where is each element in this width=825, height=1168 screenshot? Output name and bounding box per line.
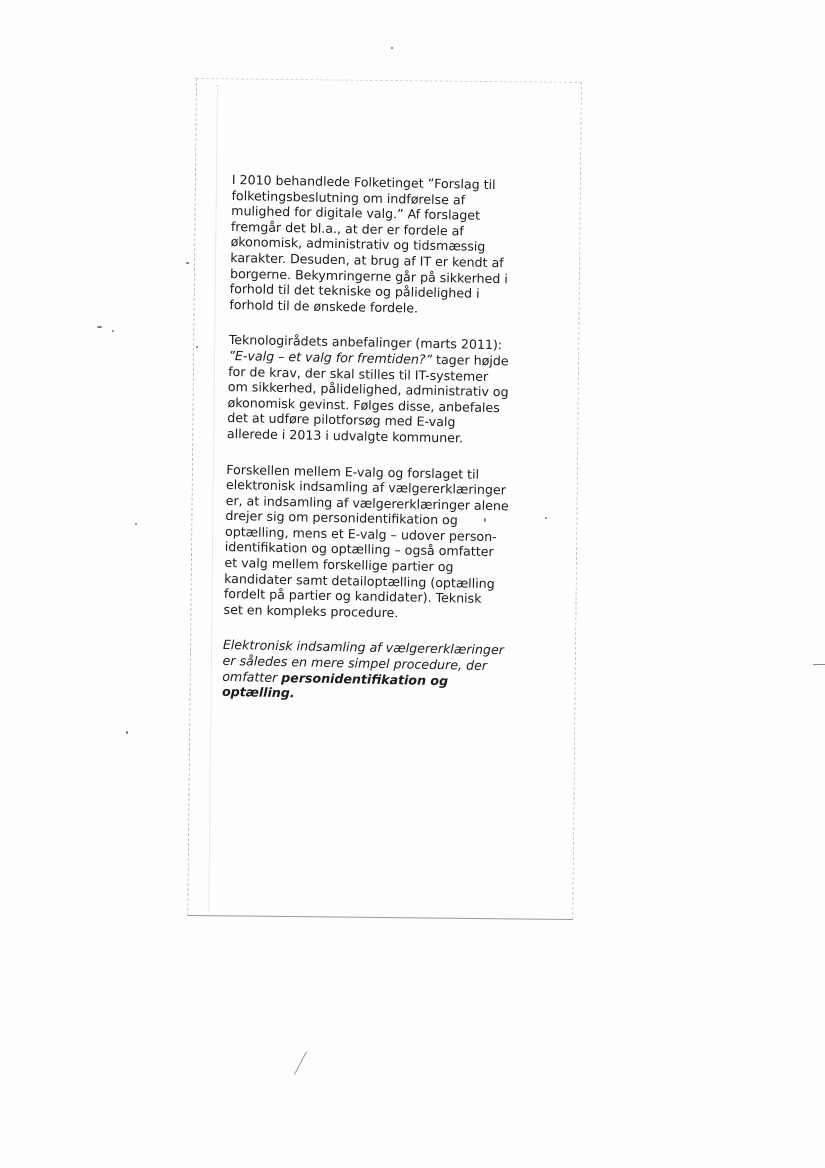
text-line: Elektronisk indsamling af vælgererklæringer — [222, 637, 505, 658]
scan-speck — [135, 523, 137, 525]
text-line: økonomisk, administrativ og tidsmæssig — [230, 234, 486, 255]
text-line: borgerne. Bekymringerne går på sikkerhed i — [229, 265, 509, 286]
text-line: set en kompleks procedure. — [223, 601, 399, 621]
scan-speck — [391, 47, 393, 49]
text-line: fremgår det bl.a., at der er fordele af — [230, 218, 464, 239]
emphasis-text: optælling. — [221, 684, 295, 701]
text-line: Forskellen mellem E-valg og forslaget til — [226, 461, 480, 482]
text-line: økonomisk gevinst. Følges disse, anbefales — [227, 394, 500, 415]
scan-speck — [126, 731, 128, 734]
text-line: et valg mellem forskellige partier og — [224, 554, 454, 575]
scan-speck — [186, 262, 189, 264]
text-line: om sikkerhed, pålidelighed, administrativ og — [227, 379, 509, 400]
text-line: forhold til de ønskede fordele. — [229, 296, 419, 316]
text-line: folketingsbeslutning om indførelse af — [231, 187, 466, 208]
paragraph-forskellen — [223, 461, 526, 623]
text-line: mulighed for digitale valg.” Af forslaget — [231, 203, 481, 223]
scan-speck — [112, 330, 114, 332]
text-line: elektronisk indsamling af vælgererklæringer — [225, 477, 507, 498]
paragraph-teknologiraadet — [227, 332, 529, 447]
text-line: kandidater samt detailoptælling (optælling — [224, 570, 495, 591]
text-line: Teknologirådets anbefalinger (marts 2011): — [228, 332, 503, 353]
frame-inner-guide — [208, 85, 218, 911]
text-line: for de krav, der skal stilles til IT-systemer — [228, 363, 489, 384]
text-line: identifikation og optælling – også omfatter — [224, 539, 494, 560]
document-text — [221, 172, 531, 725]
text-line: I 2010 behandlede Folketinget ”Forslag til — [231, 172, 496, 193]
paragraph-conclusion — [222, 637, 523, 705]
text-line: omfatter — [222, 668, 282, 685]
scan-speck — [97, 326, 102, 328]
text-line: fordelt på partier og kandidater). Teknisk — [223, 586, 482, 607]
text-line: drejer sig om personidentifikation og — [225, 508, 458, 528]
text-line: er således en mere simpel procedure, der — [222, 652, 488, 674]
text-line: tager højde — [431, 351, 509, 369]
report-title: ”E-valg – et valg for fremtiden?” — [228, 347, 433, 367]
text-line: er, at indsamling af vælgererklæringer alene — [225, 492, 509, 514]
text-line: det at udføre pilotforsøg med E-valg — [227, 410, 456, 430]
scan-edge-mark — [813, 664, 825, 665]
emphasis-text: personidentifikation og — [281, 669, 449, 688]
text-line: optælling, mens et E-valg – udover person- — [224, 523, 497, 545]
text-line: forhold til det tekniske og pålidelighed i — [229, 281, 480, 301]
paragraph-folketinget — [229, 172, 532, 318]
text-line: allerede i 2013 i udvalgte kommuner. — [226, 425, 464, 446]
scan-smudge — [294, 1051, 307, 1074]
text-line: karakter. Desuden, at brug af IT er kendt af — [230, 249, 504, 271]
